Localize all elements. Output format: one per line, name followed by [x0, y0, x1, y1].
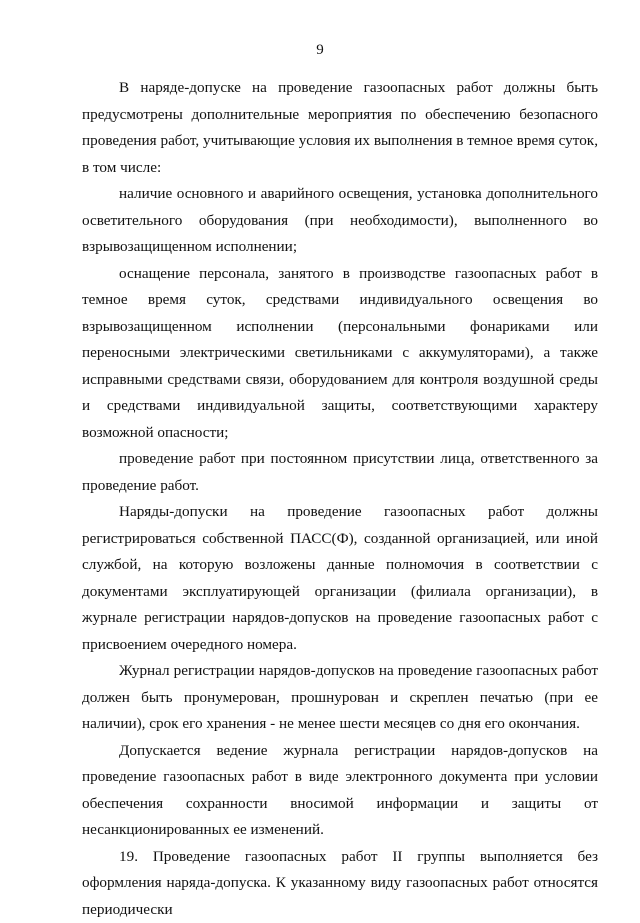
paragraph-personnel-equipment: оснащение персонала, занятого в производстве газоопасных работ в темное время суток, средствами индивидуального освещения во взрывозащищенном исполнении (персональными фонариками или переносными электрическими светильниками с аккумуляторами), а также исправными средствами связи, оборудованием для контроля воздушной среды и средствами индивидуальной защиты, соответствующими характеру возможной опасности; — [82, 261, 598, 447]
paragraph-electronic-journal: Допускается ведение журнала регистрации нарядов-допусков на проведение газоопасных работ в виде электронного документа при условии обеспечения сохранности вносимой информации и защиты от несанкционированных ее изменений. — [82, 738, 598, 844]
paragraph-lighting: наличие основного и аварийного освещения, установка дополнительного осветительного оборудования (при необходимости), выполненного во взрывозащищенном исполнении; — [82, 181, 598, 261]
paragraph-responsible-presence: проведение работ при постоянном присутствии лица, ответственного за проведение работ. — [82, 446, 598, 499]
paragraph-permit-registration: Наряды-допуски на проведение газоопасных работ должны регистрироваться собственной ПАСС(Ф), созданной организацией, или иной службой, на которую возложены данные полномочия в соответствии с документами эксплуатирующей организации (филиала организации), в журнале регистрации нарядов-допусков на проведение газоопасных работ с присвоением очередного номера. — [82, 499, 598, 658]
paragraph-dark-time-measures: В наряде-допуске на проведение газоопасных работ должны быть предусмотрены дополнительные мероприятия по обеспечению безопасного проведения работ, учитывающие условия их выполнения в темное время суток, в том числе: — [82, 75, 598, 181]
page-number: 9 — [0, 40, 640, 60]
paragraph-journal-requirements: Журнал регистрации нарядов-допусков на проведение газоопасных работ должен быть пронумерован, прошнурован и скреплен печатью (при ее наличии), срок его хранения - не менее шести месяцев со дня его окончания. — [82, 658, 598, 738]
document-body — [82, 75, 598, 923]
paragraph-section-19: 19. Проведение газоопасных работ II группы выполняется без оформления наряда-допуска. К указанному виду газоопасных работ относятся периодически — [82, 844, 598, 923]
